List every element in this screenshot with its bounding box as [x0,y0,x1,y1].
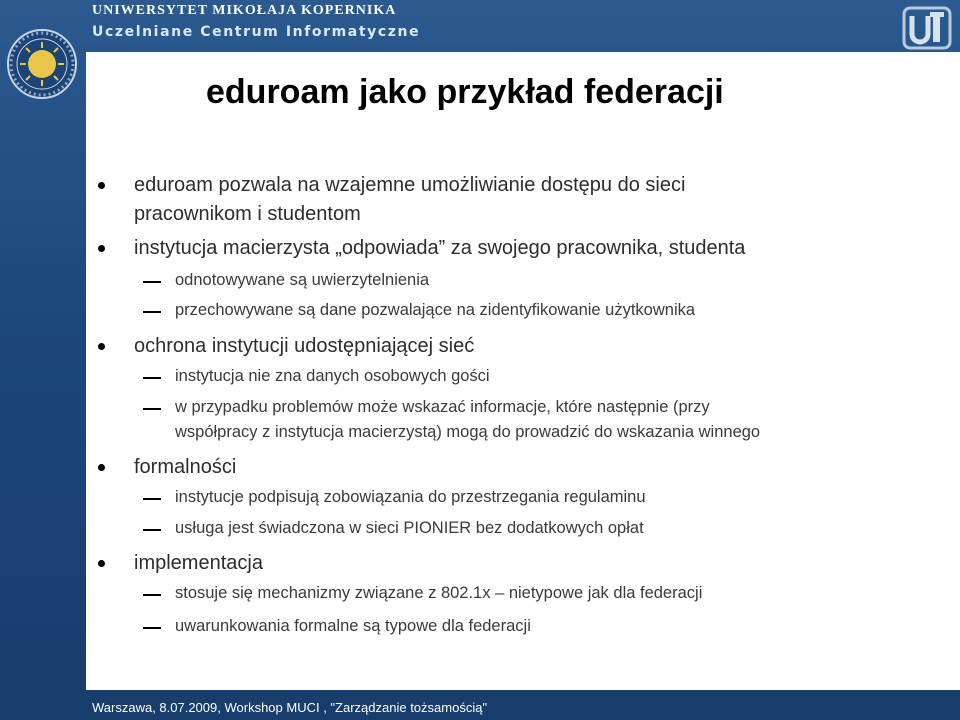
dash-icon [143,594,161,596]
dash-icon [143,498,161,500]
sub-list-item: instytucja nie zna danych osobowych gości [175,367,490,385]
sub-list-item: uwarunkowania formalne są typowe dla federacji [175,617,531,635]
sub-list-item-continuation: współpracy z instytucja macierzystą) mogą do prowadzić do wskazania winnego [175,423,761,441]
bullet-icon [98,343,105,350]
bullet-icon [98,464,105,471]
bullet-icon [98,245,105,252]
sub-list-item: w przypadku problemów może wskazać informacje, które następnie (przy [175,398,710,416]
sub-list-item: usługa jest świadczona w sieci PIONIER bez dodatkowych opłat [175,519,644,537]
list-item: implementacja [134,552,263,574]
dash-icon [143,529,161,531]
centre-name: Uczelniane Centrum Informatyczne [92,24,421,40]
sub-list-item: przechowywane są dane pozwalające na zidentyfikowanie użytkownika [175,301,696,319]
dash-icon [143,311,161,313]
university-name: UNIWERSYTET MIKOŁAJA KOPERNIKA [92,3,397,18]
dash-icon [143,408,161,410]
slide-title: eduroam jako przykład federacji [206,73,724,111]
footer-caption: Warszawa, 8.07.2009, Workshop MUCI , "Zarządzanie tożsamością" [92,700,488,715]
list-item: formalności [134,456,237,478]
list-item-continuation: pracownikom i studentom [134,203,361,225]
list-item: ochrona instytucji udostępniającej sieć [134,335,475,357]
uci-logo-icon [902,4,952,52]
dash-icon [143,377,161,379]
university-seal-icon [6,28,78,100]
dash-icon [143,281,161,283]
sub-list-item: odnotowywane są uwierzytelnienia [175,271,430,289]
sub-list-item: stosuje się mechanizmy związane z 802.1x – nietypowe jak dla federacji [175,584,703,602]
list-item: instytucja macierzysta „odpowiada” za swojego pracownika, studenta [134,237,746,259]
bullet-icon [98,560,105,567]
list-item: eduroam pozwala na wzajemne umożliwianie dostępu do sieci [134,174,686,196]
dash-icon [143,627,161,629]
bullet-icon [98,182,105,189]
header-bar [0,0,960,48]
sub-list-item: instytucje podpisują zobowiązania do przestrzegania regulaminu [175,488,646,506]
